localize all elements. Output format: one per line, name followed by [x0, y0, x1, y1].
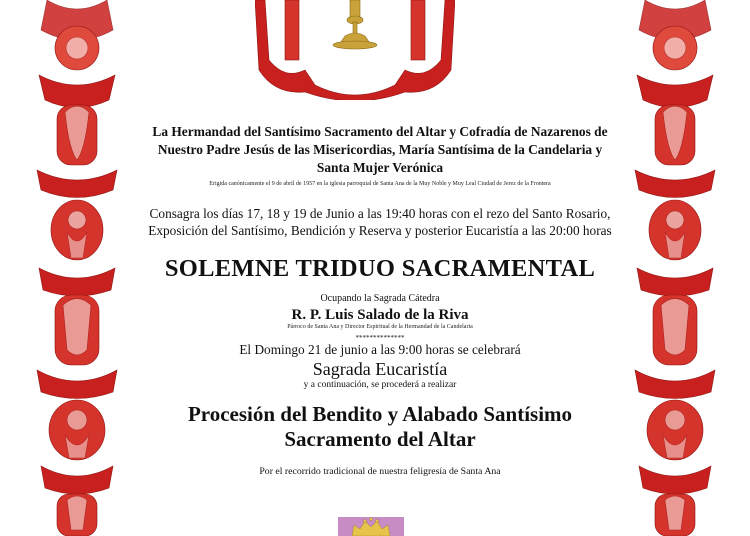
schedule-line-2: Exposición del Santísimo, Bendición y Reserva y posterior Eucaristía a las 20:00 horas: [148, 223, 612, 238]
sunday-line: El Domingo 21 de junio a las 9:00 horas se celebrará: [239, 342, 521, 357]
crown-icon: [338, 517, 404, 536]
right-ornamental-column: [625, 0, 725, 536]
sunday-event: Sagrada Eucaristía: [312, 359, 448, 379]
preacher-intro: Ocupando la Sagrada Cátedra: [320, 293, 440, 304]
left-ornamental-column: [27, 0, 127, 536]
brotherhood-name-line-1: La Hermandad del Santísimo Sacramento del Altar y Cofradía de Nazarenos de: [152, 124, 608, 139]
erection-note: Erigida canónicamente el 9 de abril de 1957 en la iglesia parroquial de Santa Ana de la Muy Noble y Muy Leal Ciudad de Jerez de la Frontera: [209, 181, 551, 187]
triduum-schedule: [130, 205, 630, 239]
preacher-name: R. P. Luis Salado de la Riva: [291, 307, 469, 323]
sunday-continuation: y a continuación, se procederá a realizar: [303, 380, 457, 390]
top-ornamental-frame: [255, 0, 455, 100]
route-note: Por el recorrido tradicional de nuestra feligresía de Santa Ana: [259, 466, 501, 477]
separator: **************: [355, 334, 405, 342]
procession-line-2: Sacramento del Altar: [284, 427, 476, 451]
monstrance-icon: [255, 0, 455, 100]
preacher-role: Párroco de Santa Ana y Director Espiritual de la Hermandad de la Candelaria: [287, 324, 473, 330]
brotherhood-name-line-3: Santa Mujer Verónica: [316, 160, 444, 175]
announcement-content: [130, 123, 630, 477]
procession-line-1: Procesión del Bendito y Alabado Santísimo: [187, 402, 573, 426]
procession-title: [130, 402, 630, 452]
brotherhood-name-line-2: Nuestro Padre Jesús de las Misericordias, María Santísima de la Candelaria y: [157, 142, 603, 157]
event-title: SOLEMNE TRIDUO SACRAMENTAL: [164, 255, 596, 282]
brotherhood-emblem: [338, 517, 404, 536]
schedule-line-1: Consagra los días 17, 18 y 19 de Junio a las 19:40 horas con el rezo del Santo Rosario,: [149, 206, 611, 221]
